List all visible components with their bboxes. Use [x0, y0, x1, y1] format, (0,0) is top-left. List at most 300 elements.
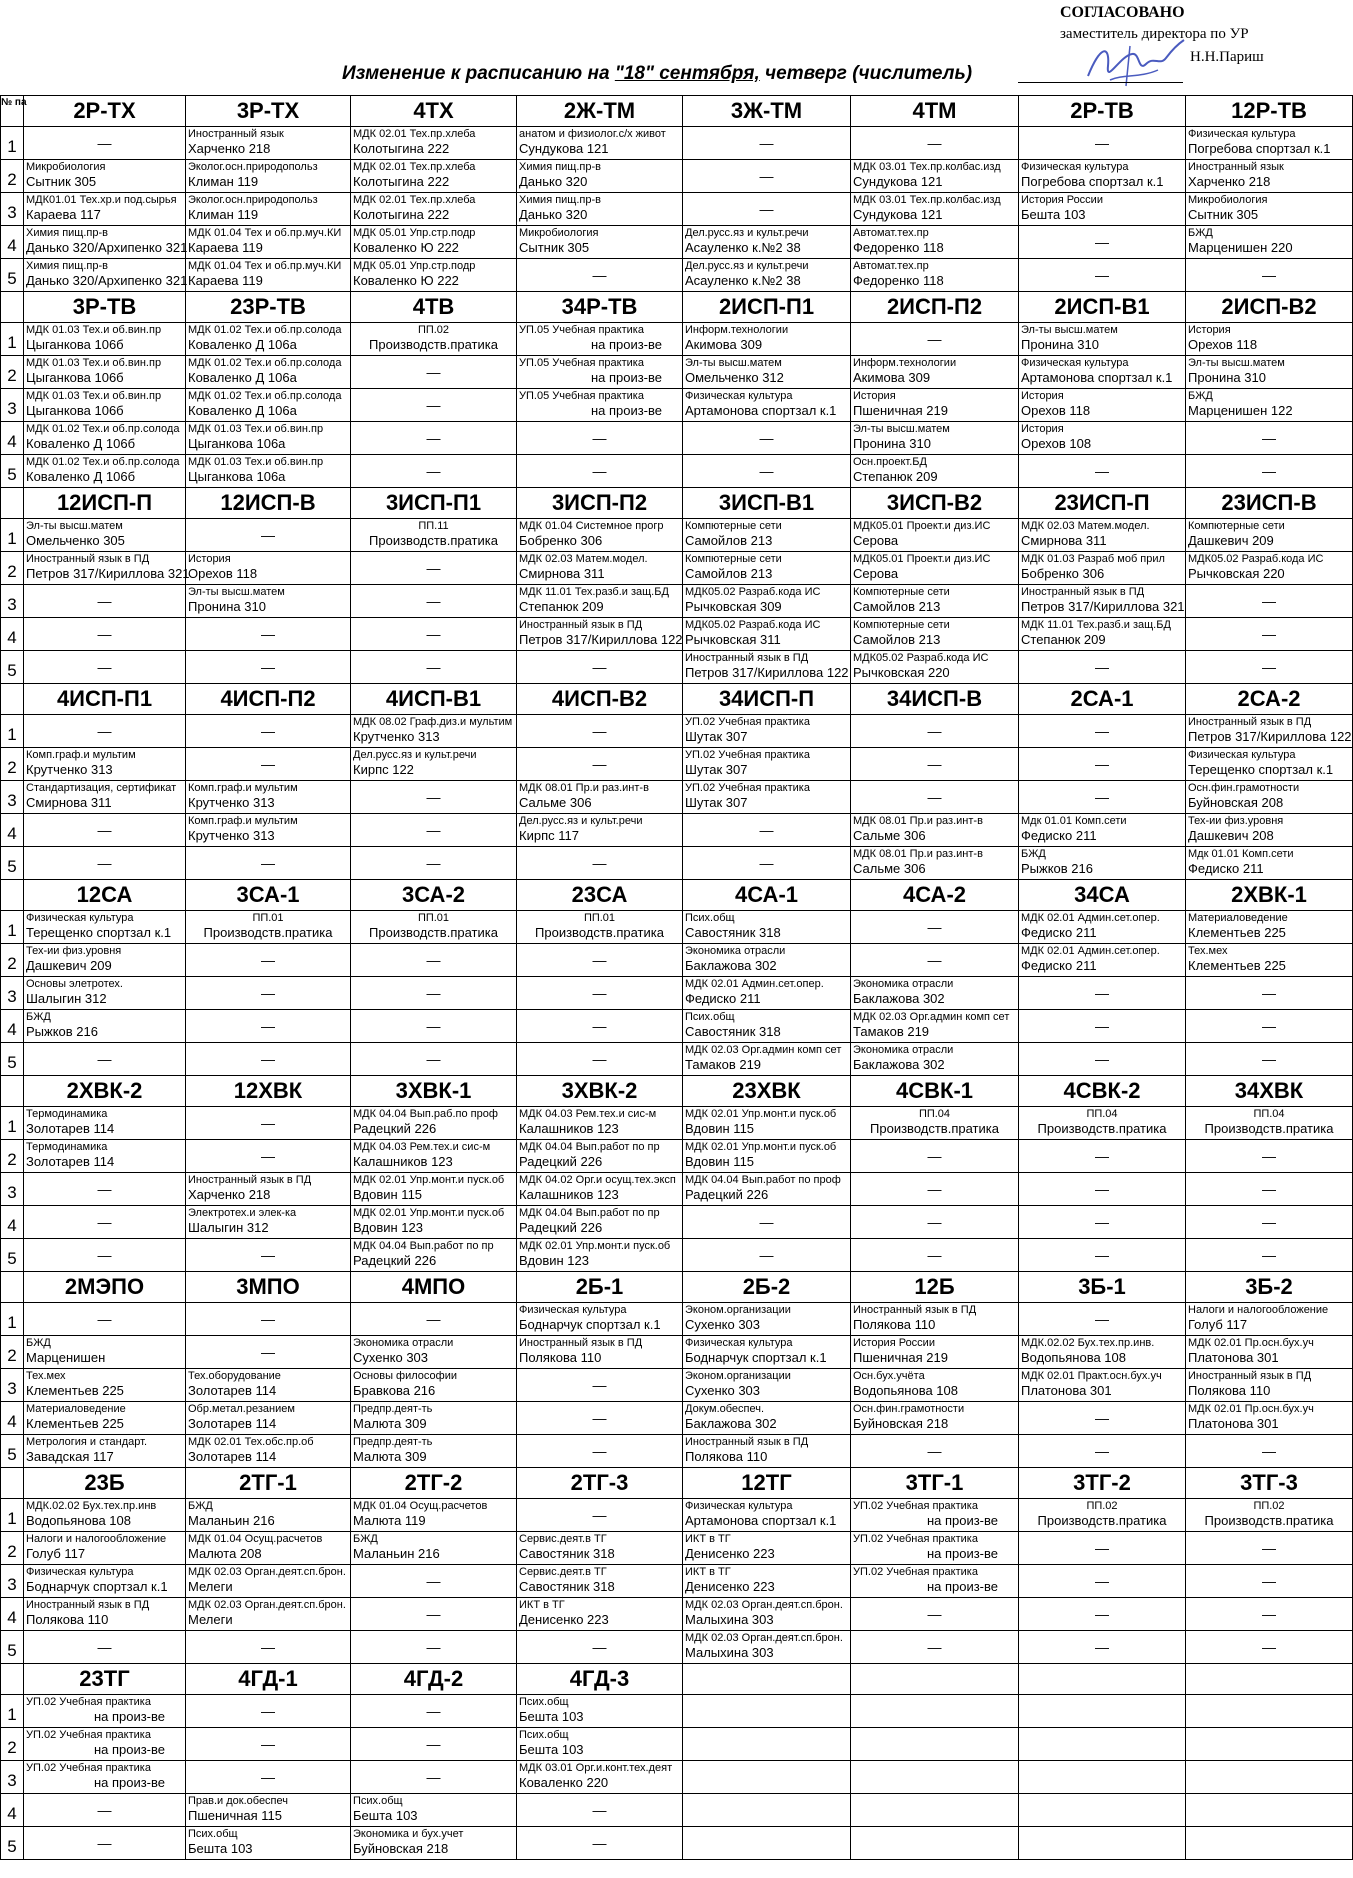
empty-cell: — [683, 455, 851, 488]
pair-number-header [1, 1076, 24, 1107]
lesson-teacher-room: Калашников 123 [353, 1154, 453, 1169]
lesson-teacher-room: Калашников 123 [519, 1121, 619, 1136]
lesson-subject: МДК 01.04 Тех и об.пр.муч.КИ [188, 260, 342, 272]
pair-number-header [1, 292, 24, 323]
group-name: 4СА-2 [851, 880, 1019, 911]
lesson-cell [1186, 160, 1353, 193]
empty-cell: — [351, 847, 517, 880]
lesson-cell [683, 1532, 851, 1565]
lesson-teacher-room: Крутченко 313 [26, 762, 113, 777]
lesson-row [1, 1043, 1353, 1076]
lesson-cell [1186, 748, 1353, 781]
pair-number: 3 [1, 1173, 24, 1206]
group-name: 4ТХ [351, 96, 517, 127]
group-name: 2Р-ТХ [24, 96, 186, 127]
empty-cell: — [517, 847, 683, 880]
lesson-subject: История [1021, 390, 1064, 402]
lesson-teacher-room: Данько 320/Архипенко 321 [26, 240, 188, 255]
lesson-subject: МДК 02.01 Админ.сет.опер. [1021, 945, 1160, 957]
lesson-subject: МДК 01.04 Системное прогр [519, 520, 664, 532]
lesson-cell [517, 1239, 683, 1272]
empty-cell [1186, 1761, 1353, 1794]
lesson-cell [186, 259, 351, 292]
lesson-cell [851, 552, 1019, 585]
lesson-cell [517, 193, 683, 226]
group-name: 3ИСП-П2 [517, 488, 683, 519]
lesson-cell [186, 1435, 351, 1468]
lesson-subject: Экономика и бух.учет [353, 1828, 464, 1840]
lesson-subject: Электротех.и элек-ка [188, 1207, 297, 1219]
lesson-subject: Эл-ты высш.матем [1188, 357, 1285, 369]
lesson-subject: МДК 02.03 Орган.деят.сп.брон. [685, 1599, 843, 1611]
lesson-row [1, 519, 1353, 552]
group-name: 2МЭПО [24, 1272, 186, 1303]
lesson-row [1, 1402, 1353, 1435]
empty-cell [851, 1761, 1019, 1794]
lesson-teacher-room: Смирнова 311 [1021, 533, 1107, 548]
empty-cell: — [24, 1794, 186, 1827]
empty-cell: — [186, 1010, 351, 1043]
lesson-cell [1186, 715, 1353, 748]
lesson-subject: Стандартизация, сертификат [26, 782, 177, 794]
empty-cell: — [1186, 455, 1353, 488]
lesson-teacher-room: Коваленко Д 106б [26, 436, 136, 451]
lesson-teacher-room: Мелеги [188, 1612, 233, 1627]
lesson-cell [851, 585, 1019, 618]
lesson-subject: Эконом.организации [685, 1304, 791, 1316]
group-name: 3Б-2 [1186, 1272, 1353, 1303]
lesson-subject: Физическая культура [685, 390, 793, 402]
lesson-teacher-room: на произ-ве [93, 1709, 165, 1724]
empty-cell: — [351, 422, 517, 455]
group-name: 4ИСП-В1 [351, 684, 517, 715]
lesson-subject: Эл-ты высш.матем [26, 520, 123, 532]
lesson-teacher-room: Клементьев 225 [1188, 925, 1286, 940]
empty-cell: — [351, 1010, 517, 1043]
lesson-teacher-room: на произ-ве [926, 1579, 998, 1594]
lesson-cell [24, 1565, 186, 1598]
lesson-subject: Экономика отрасли [353, 1337, 454, 1349]
lesson-cell [24, 519, 186, 552]
group-header-row [1, 96, 1353, 127]
lesson-teacher-room: Баклажова 302 [685, 1416, 777, 1431]
lesson-cell [351, 1206, 517, 1239]
group-name: 3ТГ-1 [851, 1468, 1019, 1499]
lesson-cell [1186, 1402, 1353, 1435]
lesson-cell [1186, 1107, 1353, 1140]
lesson-cell [24, 422, 186, 455]
lesson-cell [351, 748, 517, 781]
lesson-teacher-room: Сундукова 121 [519, 141, 609, 156]
lesson-subject: Осн.бух.учёта [853, 1370, 925, 1382]
empty-cell: — [186, 1303, 351, 1336]
lesson-subject: Физическая культура [26, 912, 134, 924]
lesson-cell [1186, 1303, 1353, 1336]
lesson-teacher-room: Буйновская 208 [1188, 795, 1284, 810]
lesson-cell [683, 389, 851, 422]
lesson-teacher-room: Баклажова 302 [685, 958, 777, 973]
lesson-row [1, 847, 1353, 880]
group-name: 34ИСП-В [851, 684, 1019, 715]
empty-cell [683, 1761, 851, 1794]
pair-number-header [1, 684, 24, 715]
lesson-subject: Осн.фин.грамотности [853, 1403, 965, 1415]
lesson-cell [1186, 911, 1353, 944]
lesson-subject: Эл-ты высш.матем [188, 586, 285, 598]
lesson-cell [851, 1532, 1019, 1565]
lesson-subject: УП.02 Учебная практика [853, 1533, 978, 1545]
lesson-subject: Тех.оборудование [188, 1370, 281, 1382]
empty-cell [683, 1827, 851, 1860]
lesson-cell [1019, 911, 1186, 944]
empty-cell: — [1019, 1206, 1186, 1239]
lesson-teacher-room: Клементьев 225 [1188, 958, 1286, 973]
lesson-subject: МДК 03.01 Тех.пр.колбас.изд [853, 194, 1001, 206]
empty-cell: — [24, 127, 186, 160]
lesson-teacher-room: Производств.пратика [203, 925, 333, 940]
lesson-cell [351, 911, 517, 944]
empty-cell: — [1186, 1631, 1353, 1664]
lesson-subject: Комп.граф.и мультим [188, 782, 298, 794]
empty-cell: — [186, 1336, 351, 1369]
group-name: 2ХВК-2 [24, 1076, 186, 1107]
lesson-row [1, 814, 1353, 847]
group-name: 2СА-2 [1186, 684, 1353, 715]
lesson-cell [683, 748, 851, 781]
group-name: 4ИСП-П1 [24, 684, 186, 715]
empty-cell: — [1186, 259, 1353, 292]
lesson-cell [1019, 389, 1186, 422]
lesson-subject: МДК 02.01 Пр.осн.бух.уч [1188, 1403, 1314, 1415]
empty-cell: — [1186, 1532, 1353, 1565]
group-name: 2ТГ-1 [186, 1468, 351, 1499]
lesson-cell [186, 193, 351, 226]
lesson-cell [351, 1794, 517, 1827]
lesson-subject: ПП.04 [1086, 1108, 1118, 1120]
lesson-cell [1019, 847, 1186, 880]
lesson-cell [683, 1336, 851, 1369]
lesson-teacher-room: Золотарев 114 [188, 1383, 277, 1398]
lesson-row [1, 1303, 1353, 1336]
lesson-subject: Эл-ты высш.матем [1021, 324, 1118, 336]
lesson-teacher-room: Самойлов 213 [853, 599, 941, 614]
lesson-teacher-room: Производств.пратика [369, 533, 498, 548]
lesson-subject: БЖД [26, 1011, 51, 1023]
group-name: 12ТГ [683, 1468, 851, 1499]
lesson-cell [351, 1827, 517, 1860]
lesson-subject: Осн.проект.БД [853, 456, 927, 468]
lesson-cell [186, 422, 351, 455]
group-name [851, 1664, 1019, 1695]
lesson-cell [24, 1695, 186, 1728]
lesson-subject: ИКТ в ТГ [685, 1566, 731, 1578]
lesson-cell [186, 127, 351, 160]
lesson-cell [24, 1010, 186, 1043]
pair-number: 3 [1, 781, 24, 814]
lesson-cell [1186, 814, 1353, 847]
lesson-cell [186, 455, 351, 488]
lesson-teacher-room: Буйновская 218 [853, 1416, 949, 1431]
lesson-cell [851, 814, 1019, 847]
lesson-subject: МДК 01.02 Тех.и об.пр.солода [26, 423, 180, 435]
lesson-subject: Иностранный язык [1188, 161, 1284, 173]
lesson-teacher-room: Мелеги [188, 1579, 233, 1594]
lesson-teacher-room: Федиско 211 [1021, 925, 1097, 940]
empty-cell: — [1019, 1043, 1186, 1076]
lesson-cell [1019, 422, 1186, 455]
empty-cell: — [186, 519, 351, 552]
pair-number: 3 [1, 977, 24, 1010]
empty-cell: — [1019, 715, 1186, 748]
empty-cell: — [186, 1107, 351, 1140]
pair-number: 2 [1, 552, 24, 585]
lesson-subject: МДК 05.01 Упр.стр.подр [353, 227, 476, 239]
lesson-subject: Иностранный язык в ПД [26, 1599, 150, 1611]
group-name: 4ГД-3 [517, 1664, 683, 1695]
group-name [1186, 1664, 1353, 1695]
empty-cell: — [517, 748, 683, 781]
lesson-subject: МДК 02.01 Упр.монт.и пуск.об [353, 1207, 505, 1219]
lesson-teacher-room: Цыганкова 106а [188, 469, 286, 484]
lesson-cell [24, 1336, 186, 1369]
lesson-subject: УП.02 Учебная практика [685, 782, 810, 794]
empty-cell: — [683, 814, 851, 847]
lesson-row [1, 1140, 1353, 1173]
lesson-row [1, 1435, 1353, 1468]
pair-number: 2 [1, 1728, 24, 1761]
lesson-cell [851, 1565, 1019, 1598]
lesson-cell [1186, 1499, 1353, 1532]
empty-cell: — [683, 160, 851, 193]
pair-number: 5 [1, 1043, 24, 1076]
lesson-subject: МДК 02.01 Упр.монт.и пуск.об [353, 1174, 505, 1186]
group-name: 23ТГ [24, 1664, 186, 1695]
empty-cell: — [517, 259, 683, 292]
pair-number: 3 [1, 585, 24, 618]
empty-cell: — [351, 618, 517, 651]
lesson-cell [1186, 1336, 1353, 1369]
lesson-row [1, 911, 1353, 944]
lesson-cell [351, 519, 517, 552]
lesson-cell [517, 1336, 683, 1369]
empty-cell: — [851, 1631, 1019, 1664]
lesson-teacher-room: на произ-ве [926, 1513, 998, 1528]
lesson-cell [351, 1402, 517, 1435]
lesson-teacher-room: Серова [853, 533, 899, 548]
lesson-cell [24, 1532, 186, 1565]
lesson-cell [1019, 1107, 1186, 1140]
lesson-subject: МДК 04.04 Вып.работ по проф [685, 1174, 841, 1186]
empty-cell: — [1019, 455, 1186, 488]
lesson-cell [683, 1631, 851, 1664]
group-name: 4СВК-1 [851, 1076, 1019, 1107]
lesson-subject: Дел.русс.яз и культ.речи [519, 815, 643, 827]
lesson-subject: Мдк 01.01 Комп.сети [1021, 815, 1127, 827]
lesson-subject: Иностранный язык в ПД [519, 1337, 643, 1349]
pair-number: 4 [1, 1010, 24, 1043]
empty-cell: — [1186, 977, 1353, 1010]
lesson-cell [683, 1565, 851, 1598]
lesson-cell [24, 455, 186, 488]
lesson-teacher-room: на произ-ве [590, 337, 662, 352]
lesson-teacher-room: Орехов 118 [1021, 403, 1091, 418]
lesson-cell [351, 193, 517, 226]
lesson-subject: Иностранный язык в ПД [188, 1174, 312, 1186]
lesson-subject: Дел.русс.яз и культ.речи [685, 227, 809, 239]
lesson-subject: МДК 02.01 Админ.сет.опер. [685, 978, 824, 990]
lesson-teacher-room: Производств.пратика [1204, 1121, 1334, 1136]
lesson-subject: Химия пищ.пр-в [519, 194, 601, 206]
lesson-subject: МДК 02.01 Упр.монт.и пуск.об [519, 1240, 671, 1252]
lesson-teacher-room: Степанюк 209 [853, 469, 938, 484]
lesson-cell [186, 1827, 351, 1860]
lesson-cell [1186, 193, 1353, 226]
lesson-cell [517, 1532, 683, 1565]
lesson-subject: Физическая культура [1188, 128, 1296, 140]
lesson-teacher-room: Федиско 211 [1021, 828, 1097, 843]
lesson-subject: УП.02 Учебная практика [853, 1500, 978, 1512]
empty-cell: — [517, 1010, 683, 1043]
lesson-teacher-room: Сальме 306 [519, 795, 592, 810]
lesson-cell [851, 1010, 1019, 1043]
approval-title: СОГЛАСОВАНО [1060, 4, 1185, 21]
lesson-row [1, 356, 1353, 389]
lesson-subject: Налоги и налогообложение [1188, 1304, 1329, 1316]
lesson-cell [683, 226, 851, 259]
empty-cell: — [517, 455, 683, 488]
pair-number: 3 [1, 1369, 24, 1402]
group-name: 2ТГ-3 [517, 1468, 683, 1499]
lesson-subject: МДК 02.01 Тех.пр.хлеба [353, 128, 476, 140]
lesson-cell [186, 911, 351, 944]
lesson-row [1, 1631, 1353, 1664]
group-name: 2ИСП-П1 [683, 292, 851, 323]
lesson-teacher-room: Сытник 305 [519, 240, 590, 255]
lesson-subject: Термодинамика [26, 1108, 108, 1120]
lesson-subject: ПП.04 [1253, 1108, 1285, 1120]
empty-cell [1186, 1728, 1353, 1761]
group-header-row [1, 1272, 1353, 1303]
lesson-subject: Экономика отрасли [685, 945, 786, 957]
lesson-cell [24, 226, 186, 259]
lesson-subject: Материаловедение [26, 1403, 126, 1415]
lesson-cell [24, 160, 186, 193]
group-name: 3МПО [186, 1272, 351, 1303]
lesson-cell [851, 1499, 1019, 1532]
lesson-teacher-room: Коваленко Д 106а [188, 337, 297, 352]
lesson-teacher-room: Голуб 117 [1188, 1317, 1248, 1332]
pair-number: 1 [1, 911, 24, 944]
lesson-subject: Сервис.деят.в ТГ [519, 1533, 607, 1545]
lesson-teacher-room: на произ-ве [590, 403, 662, 418]
lesson-cell [351, 1369, 517, 1402]
lesson-teacher-room: Сундукова 121 [853, 207, 943, 222]
lesson-teacher-room: Коваленко Д 106а [188, 403, 297, 418]
lesson-teacher-room: Караева 119 [188, 273, 263, 288]
empty-cell [1019, 1761, 1186, 1794]
lesson-teacher-room: Степанюк 209 [519, 599, 604, 614]
lesson-subject: МДК.02.02 Бух.тех.пр.инв [26, 1500, 157, 1512]
empty-cell: — [1019, 1303, 1186, 1336]
lesson-subject: Эколог.осн.природопольз [188, 161, 318, 173]
empty-cell: — [186, 1631, 351, 1664]
pair-number: 4 [1, 1794, 24, 1827]
lesson-teacher-room: Артамонова спортзал к.1 [1021, 370, 1173, 385]
lesson-subject: МДК 02.01 Упр.монт.и пуск.об [685, 1141, 837, 1153]
lesson-teacher-room: Пронина 310 [853, 436, 931, 451]
group-name: 3ИСП-В1 [683, 488, 851, 519]
pair-number: 5 [1, 455, 24, 488]
lesson-cell [186, 1173, 351, 1206]
lesson-cell [517, 1598, 683, 1631]
lesson-teacher-room: Коваленко Д 106а [188, 370, 297, 385]
empty-cell: — [351, 552, 517, 585]
lesson-subject: УП.02 Учебная практика [685, 716, 810, 728]
pair-number-header: № па [1, 96, 24, 127]
empty-cell: — [351, 1303, 517, 1336]
lesson-cell [351, 1140, 517, 1173]
lesson-teacher-room: Петров 317/Кириллова 321 [1021, 599, 1185, 614]
lesson-teacher-room: Бешта 103 [353, 1808, 418, 1823]
empty-cell: — [517, 1435, 683, 1468]
lesson-subject: Физическая культура [685, 1500, 793, 1512]
lesson-subject: Компютерные сети [1188, 520, 1285, 532]
lesson-teacher-room: Завадская 117 [26, 1449, 114, 1464]
empty-cell: — [517, 1043, 683, 1076]
lesson-teacher-room: Сухенко 303 [685, 1383, 761, 1398]
empty-cell: — [517, 422, 683, 455]
empty-cell: — [851, 1140, 1019, 1173]
lesson-subject: Иностранный язык в ПД [1188, 1370, 1312, 1382]
empty-cell: — [851, 1173, 1019, 1206]
lesson-teacher-room: Клементьев 225 [26, 1383, 124, 1398]
lesson-teacher-room: Асауленко к.№2 38 [685, 273, 801, 288]
group-name: 12Р-ТВ [1186, 96, 1353, 127]
lesson-subject: ПП.04 [918, 1108, 951, 1120]
lesson-subject: МДК 02.03 Орган.деят.сп.брон. [685, 1632, 843, 1644]
empty-cell [1019, 1794, 1186, 1827]
lesson-row [1, 1827, 1353, 1860]
lesson-teacher-room: Баклажова 302 [853, 1057, 945, 1072]
lesson-subject: Иностранный язык [188, 128, 284, 140]
group-name: 4ГД-2 [351, 1664, 517, 1695]
empty-cell: — [851, 944, 1019, 977]
lesson-cell [186, 1532, 351, 1565]
lesson-cell [851, 389, 1019, 422]
empty-cell: — [186, 1695, 351, 1728]
lesson-cell [1019, 1369, 1186, 1402]
lesson-teacher-room: на произ-ве [93, 1742, 165, 1757]
lesson-subject: Эл-ты высш.матем [685, 357, 782, 369]
lesson-teacher-room: Кирпс 122 [353, 762, 414, 777]
empty-cell: — [351, 1695, 517, 1728]
lesson-teacher-room: Савостяник 318 [519, 1579, 615, 1594]
lesson-subject: МДК 02.03 Орг.админ комп сет [853, 1011, 1010, 1023]
pair-number: 2 [1, 1532, 24, 1565]
lesson-cell [517, 814, 683, 847]
pair-number: 2 [1, 944, 24, 977]
group-name: 2Ж-ТМ [517, 96, 683, 127]
lesson-row [1, 259, 1353, 292]
empty-cell: — [1186, 422, 1353, 455]
lesson-row [1, 1532, 1353, 1565]
empty-cell: — [517, 651, 683, 684]
lesson-subject: История [853, 390, 896, 402]
lesson-teacher-room: Омельченко 305 [26, 533, 125, 548]
lesson-subject: БЖД [26, 1337, 51, 1349]
lesson-subject: Докум.обеспеч. [685, 1403, 765, 1415]
lesson-subject: Основы элетротех. [26, 978, 123, 990]
